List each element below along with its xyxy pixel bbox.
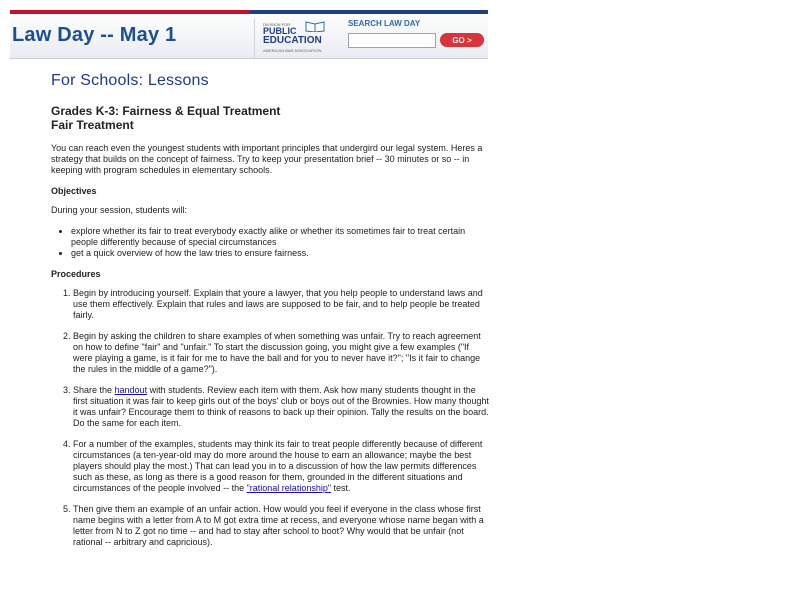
search-label: SEARCH LAW DAY [348, 19, 421, 28]
book-icon [305, 20, 325, 32]
procedures-heading: Procedures [51, 269, 101, 279]
logo-line2: EDUCATION [263, 35, 322, 46]
list-item [73, 439, 491, 494]
lesson-title: Grades K-3: Fairness & Equal Treatment [51, 104, 281, 118]
header-blue-bar [250, 10, 488, 14]
list-item: • get a quick overview of how the law tries to ensure fairness. [71, 248, 491, 259]
logo-line1: PUBLIC [263, 26, 297, 36]
objectives-heading: Objectives [51, 186, 97, 196]
procedures-list [51, 288, 491, 548]
procedure-text: with students. Review each item with them. Ask how many students thought in the first situation it was fair to keep girls out of the boys' club or boys out of the Brownies. How many thought it was unfair? Encourage them to think of reasons to back up their opinion. Tally the results on the board. Do the same for each item. [73, 385, 489, 428]
rational-relationship-link[interactable]: "rational relationship" [246, 483, 332, 493]
go-button[interactable]: GO > [440, 33, 484, 47]
handout-link[interactable]: handout [114, 385, 148, 395]
site-header [10, 10, 488, 59]
logo-sub-text: AMERICAN BAR ASSOCIATION [263, 48, 322, 53]
list-item: • explore whether its fair to treat everybody exactly alike or whether its sometimes fair to treat certain people differently because of special circumstances [71, 226, 491, 248]
list-item: 5. Then give them an example of an unfair action. How would you feel if everyone in the class whose first name begins with a letter from A to M got extra time at recess, and everyone whose name began with a letter from N to Z got no time -- and had to stay after school to boot? Why would that be unfair (not rational -- arbitrary and capricious). [73, 504, 491, 548]
lesson-subtitle: Fair Treatment [51, 118, 134, 132]
procedure-text: test. [331, 483, 351, 493]
intro-paragraph: You can reach even the youngest students with important principles that undergird our legal system. Heres a strategy that builds on the concept of fairness. Try to keep your presentation brief -- 30 minutes or so -- in keeping with program schedules in elementary schools. [51, 143, 483, 175]
objectives-intro: During your session, students will: [51, 205, 188, 215]
list-item: 2. Begin by asking the children to share examples of when something was unfair. Try to reach agreement on how to define "fair" and "unfair." To start the discussion going, you might give a few examples ("If were playing a game, is it fair for me to have the ball and for you to never have it?"; "Is it fair to change the rules in the middle of a game?"). [73, 331, 491, 375]
objectives-list [51, 226, 491, 259]
public-education-logo[interactable] [254, 18, 341, 58]
list-item [73, 385, 491, 429]
header-red-bar [10, 10, 250, 14]
site-title[interactable]: Law Day -- May 1 [12, 24, 177, 46]
procedure-text: For a number of the examples, students may think its fair to treat people differently because of different circumstances (a ten-year-old may do more around the house to earn an allowance; maybe the best players should play the most.) That can lead you in to a discussion of how the law permits differences such as these, as long as there is a good reason for them, grounded in the different situations and circumstances of the people involved -- the [73, 439, 483, 493]
list-item: 1. Begin by introducing yourself. Explain that youre a lawyer, that you help people to understand laws and use them effectively. Explain that rules and laws are supposed to be fair, and to help people be treated fairly. [73, 288, 491, 321]
section-title: For Schools: Lessons [51, 72, 209, 89]
procedure-text: Share the [73, 385, 115, 395]
main-content [51, 72, 491, 558]
logo-top-text: DIVISION FOR [263, 22, 291, 27]
search-input[interactable] [348, 33, 436, 48]
